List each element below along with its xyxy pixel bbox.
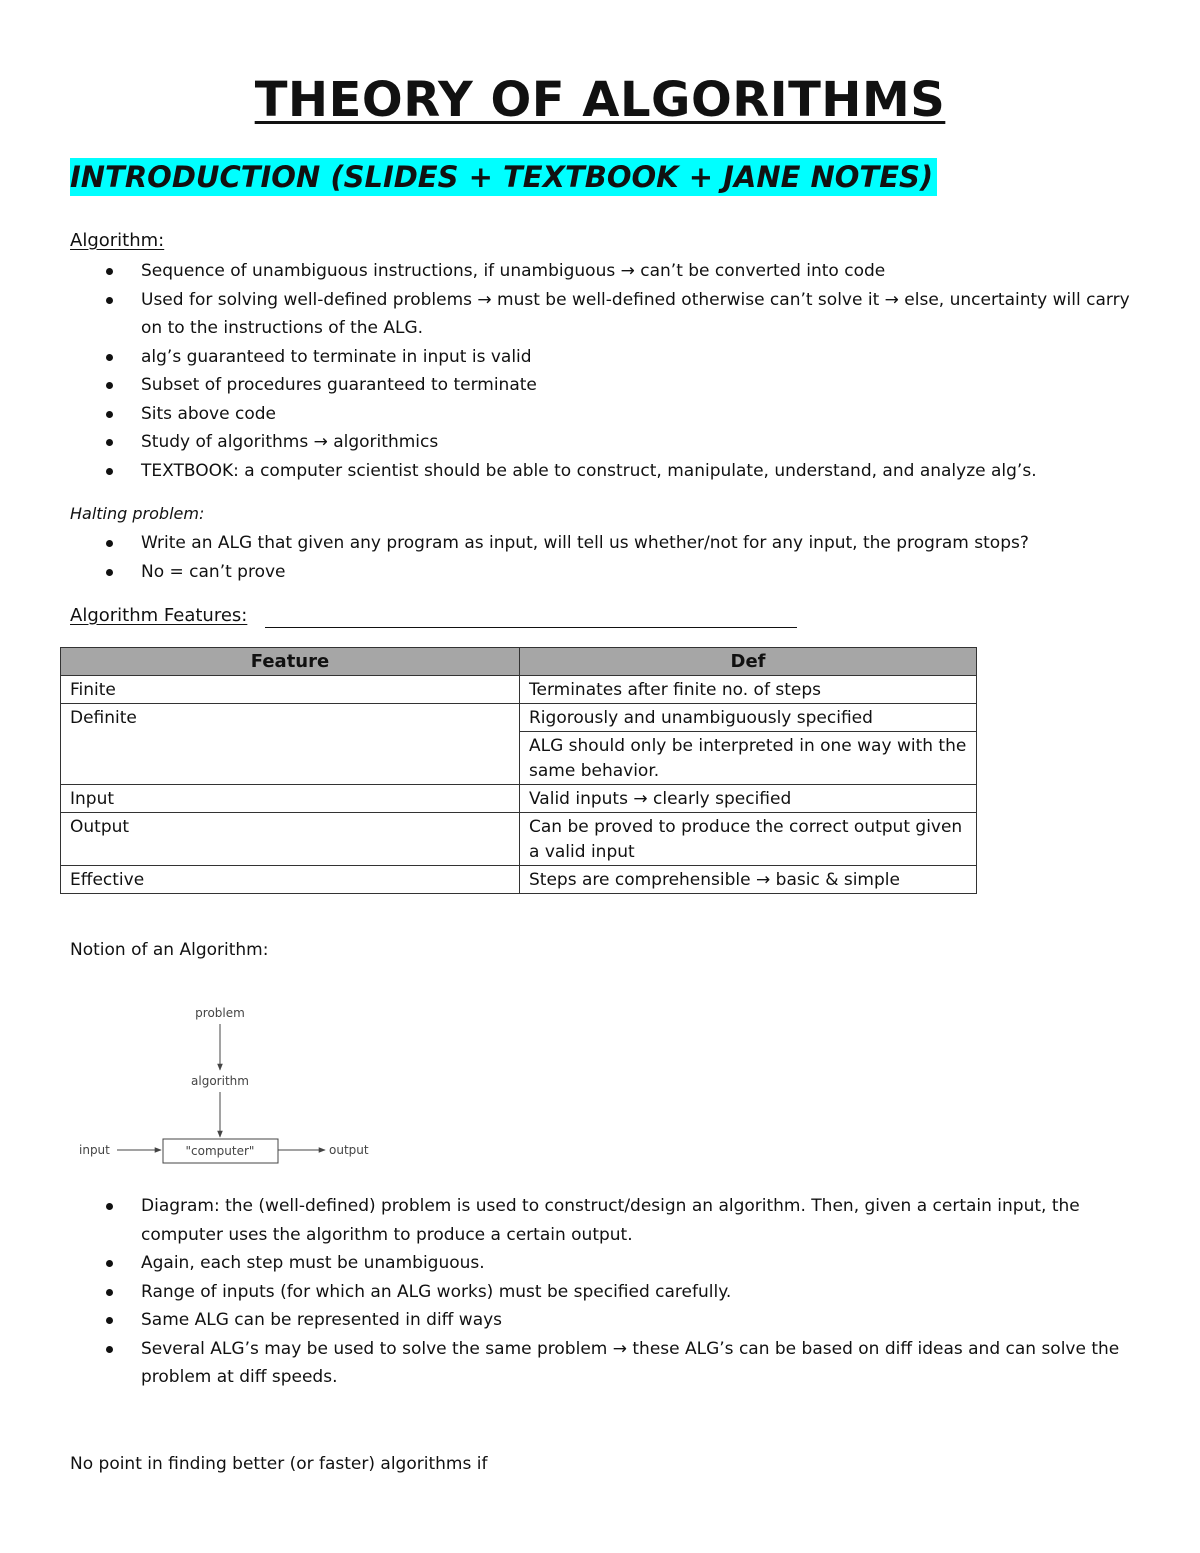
list-item: Subset of procedures guaranteed to terminate bbox=[70, 371, 1140, 400]
list-item: No = can’t prove bbox=[70, 558, 1140, 587]
list-item: Again, each step must be unambiguous. bbox=[70, 1249, 1140, 1278]
list-item: Same ALG can be represented in diff ways bbox=[70, 1306, 1140, 1335]
feature-cell: Input bbox=[61, 785, 520, 813]
def-cell: Can be proved to produce the correct output given a valid input bbox=[520, 813, 977, 866]
notion-bullet-list bbox=[70, 1192, 1140, 1392]
table-row bbox=[61, 813, 977, 866]
feature-cell: Effective bbox=[61, 866, 520, 894]
list-item: Used for solving well-defined problems → must be well-defined otherwise can’t solve it → else, uncertainty will carry on to the instructions of the ALG. bbox=[70, 286, 1140, 343]
list-item: alg’s guaranteed to terminate in input is valid bbox=[70, 343, 1140, 372]
def-cell: Valid inputs → clearly specified bbox=[520, 785, 977, 813]
def-cell: Terminates after finite no. of steps bbox=[520, 676, 977, 704]
def-cell: ALG should only be interpreted in one way with the same behavior. bbox=[520, 732, 977, 785]
feature-cell: Output bbox=[61, 813, 520, 866]
diagram-label-output: output bbox=[329, 1143, 369, 1157]
heading-underline-rule bbox=[265, 627, 797, 628]
algorithm-heading: Algorithm: bbox=[70, 230, 165, 251]
list-item: Diagram: the (well-defined) problem is used to construct/design an algorithm. Then, given a certain input, the computer uses the algorithm to produce a certain output. bbox=[70, 1192, 1140, 1249]
notion-heading: Notion of an Algorithm: bbox=[70, 940, 269, 960]
list-item: Write an ALG that given any program as input, will tell us whether/not for any input, the program stops? bbox=[70, 529, 1140, 558]
def-cell: Rigorously and unambiguously specified bbox=[520, 704, 977, 732]
table-row bbox=[61, 676, 977, 704]
list-item: Study of algorithms → algorithmics bbox=[70, 428, 1140, 457]
features-heading: Algorithm Features: bbox=[70, 605, 248, 626]
algorithm-bullet-list bbox=[70, 257, 1140, 485]
diagram-label-problem: problem bbox=[195, 1006, 245, 1020]
def-cell: Steps are comprehensible → basic & simple bbox=[520, 866, 977, 894]
algorithm-notion-diagram bbox=[70, 1000, 390, 1170]
diagram-label-algorithm: algorithm bbox=[191, 1074, 249, 1088]
halting-bullet-list bbox=[70, 529, 1140, 586]
list-item: Several ALG’s may be used to solve the same problem → these ALG’s can be based on diff ideas and can solve the problem at diff speeds. bbox=[70, 1335, 1140, 1392]
list-item: TEXTBOOK: a computer scientist should be able to construct, manipulate, understand, and analyze alg’s. bbox=[70, 457, 1140, 486]
table-row bbox=[61, 866, 977, 894]
table-row bbox=[61, 785, 977, 813]
feature-cell: Definite bbox=[61, 704, 520, 785]
list-item: Sequence of unambiguous instructions, if unambiguous → can’t be converted into code bbox=[70, 257, 1140, 286]
column-header-feature: Feature bbox=[61, 648, 520, 676]
page-title: THEORY OF ALGORITHMS bbox=[254, 72, 946, 128]
closing-text: No point in finding better (or faster) algorithms if bbox=[70, 1454, 488, 1474]
feature-cell: Finite bbox=[61, 676, 520, 704]
diagram-label-computer: "computer" bbox=[185, 1144, 255, 1158]
features-table bbox=[60, 647, 977, 894]
list-item: Sits above code bbox=[70, 400, 1140, 429]
list-item: Range of inputs (for which an ALG works) must be specified carefully. bbox=[70, 1278, 1140, 1307]
column-header-def: Def bbox=[520, 648, 977, 676]
table-header-row bbox=[61, 648, 977, 676]
halting-problem-heading: Halting problem: bbox=[70, 504, 205, 523]
diagram-label-input: input bbox=[79, 1143, 110, 1157]
table-row bbox=[61, 704, 977, 732]
section-heading-introduction: INTRODUCTION (SLIDES + TEXTBOOK + JANE NOTES) bbox=[70, 158, 937, 196]
